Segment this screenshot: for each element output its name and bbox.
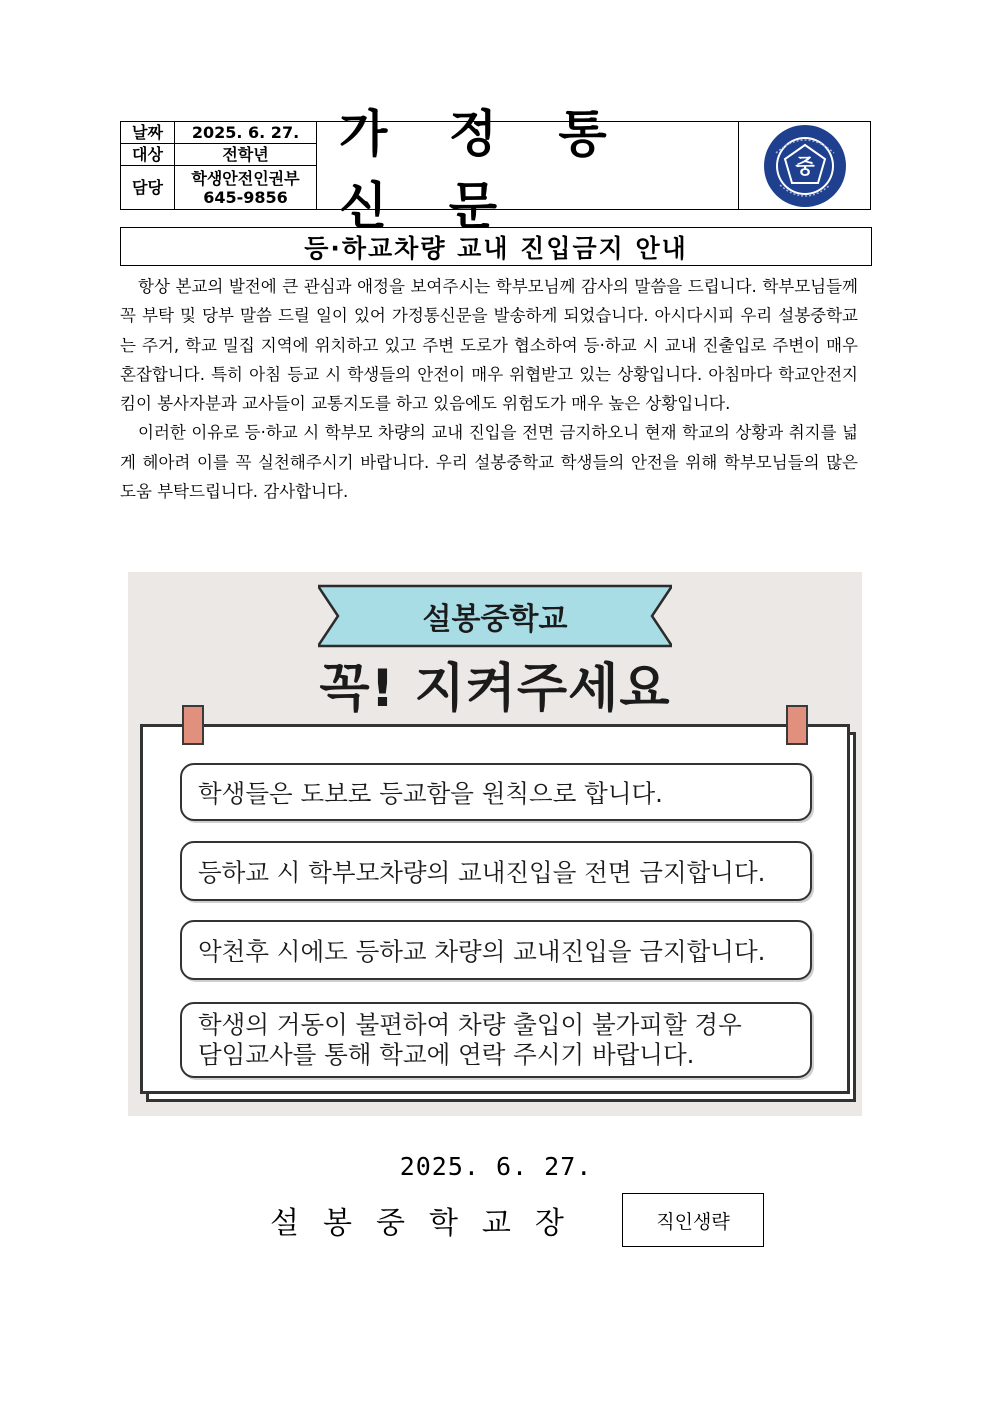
header-table bbox=[120, 104, 871, 235]
rule-item bbox=[180, 920, 812, 980]
school-emblem-icon bbox=[762, 123, 848, 209]
document-title: 가 정 통 신 문 bbox=[339, 104, 629, 235]
manager-dept: 학생안전인권부 bbox=[191, 168, 300, 188]
subject-box bbox=[120, 227, 872, 266]
letter-body bbox=[120, 272, 858, 506]
rule-item bbox=[180, 763, 812, 821]
target-value: 전학년 bbox=[175, 144, 316, 166]
notice-poster bbox=[128, 572, 862, 1116]
rule-text-line1: 학생의 거동이 불편하여 차량 출입이 불가피할 경우 bbox=[198, 1010, 742, 1039]
principal-name: 설봉중학교장 bbox=[270, 1206, 588, 1241]
manager-label: 담당 bbox=[121, 166, 175, 209]
document-title-cell bbox=[317, 104, 739, 235]
school-emblem-cell bbox=[739, 122, 870, 209]
body-paragraph: 항상 본교의 발전에 큰 관심과 애정을 보여주시는 학부모님께 감사의 말씀을 드립니다. 학부모님들께 꼭 부탁 및 당부 말씀 드릴 일이 있어 가정통신문을 발송하게 되었습니다. 아시다시피 우리 설봉중학교는 주거, 학교 밀집 지역에 위치하고 있고 주변 도로가 협소하여 등·하교 시 교내 진출입로 주변이 매우 혼잡합니다. 특히 아침 등교 시 학생들의 안전이 매우 위협받고 있는 상황입니다. 아침마다 학교안전지킴이 봉사자분과 교사들이 교통지도를 하고 있음에도 위험도가 매우 높은 상황입니다. bbox=[120, 277, 858, 414]
manager-value bbox=[175, 166, 316, 209]
subject-text: 등·하교차량 교내 진입금지 안내 bbox=[304, 233, 688, 263]
rule-text: 악천후 시에도 등하교 차량의 교내진입을 금지합니다. bbox=[198, 936, 766, 966]
issue-date: 2025. 6. 27. bbox=[399, 1152, 593, 1181]
seal-box bbox=[622, 1193, 764, 1247]
date-value: 2025. 6. 27. bbox=[175, 122, 316, 144]
meta-info bbox=[121, 122, 317, 209]
emblem-text: 중 bbox=[794, 153, 815, 178]
seal-text: 직인생략 bbox=[656, 1210, 730, 1233]
rule-text-line2: 담임교사를 통해 학교에 연락 주시기 바랍니다. bbox=[198, 1040, 695, 1069]
date-label: 날짜 bbox=[121, 122, 175, 144]
pin-tab-left bbox=[182, 705, 204, 745]
rule-text: 학생들은 도보로 등교함을 원칙으로 합니다. bbox=[198, 778, 663, 808]
poster-school-name: 설봉중학교 bbox=[422, 602, 568, 637]
rule-item bbox=[180, 841, 812, 901]
pin-tab-right bbox=[786, 705, 808, 745]
rule-text: 등하교 시 학부모차량의 교내진입을 전면 금지합니다. bbox=[198, 857, 766, 887]
body-paragraph: 이러한 이유로 등·하교 시 학부모 차량의 교내 진입을 전면 금지하오니 현재 학교의 상황과 취지를 넓게 헤아려 이를 꼭 실천해주시기 바랍니다. 우리 설봉중학교 학생들의 안전을 위해 학부모님들의 많은 도움 부탁드립니다. 감사합니다. bbox=[120, 423, 858, 502]
manager-phone: 645-9856 bbox=[203, 187, 288, 207]
target-label: 대상 bbox=[121, 144, 175, 166]
poster-headline: 꼭! 지켜주세요 bbox=[319, 659, 671, 719]
rule-item bbox=[180, 1002, 812, 1078]
